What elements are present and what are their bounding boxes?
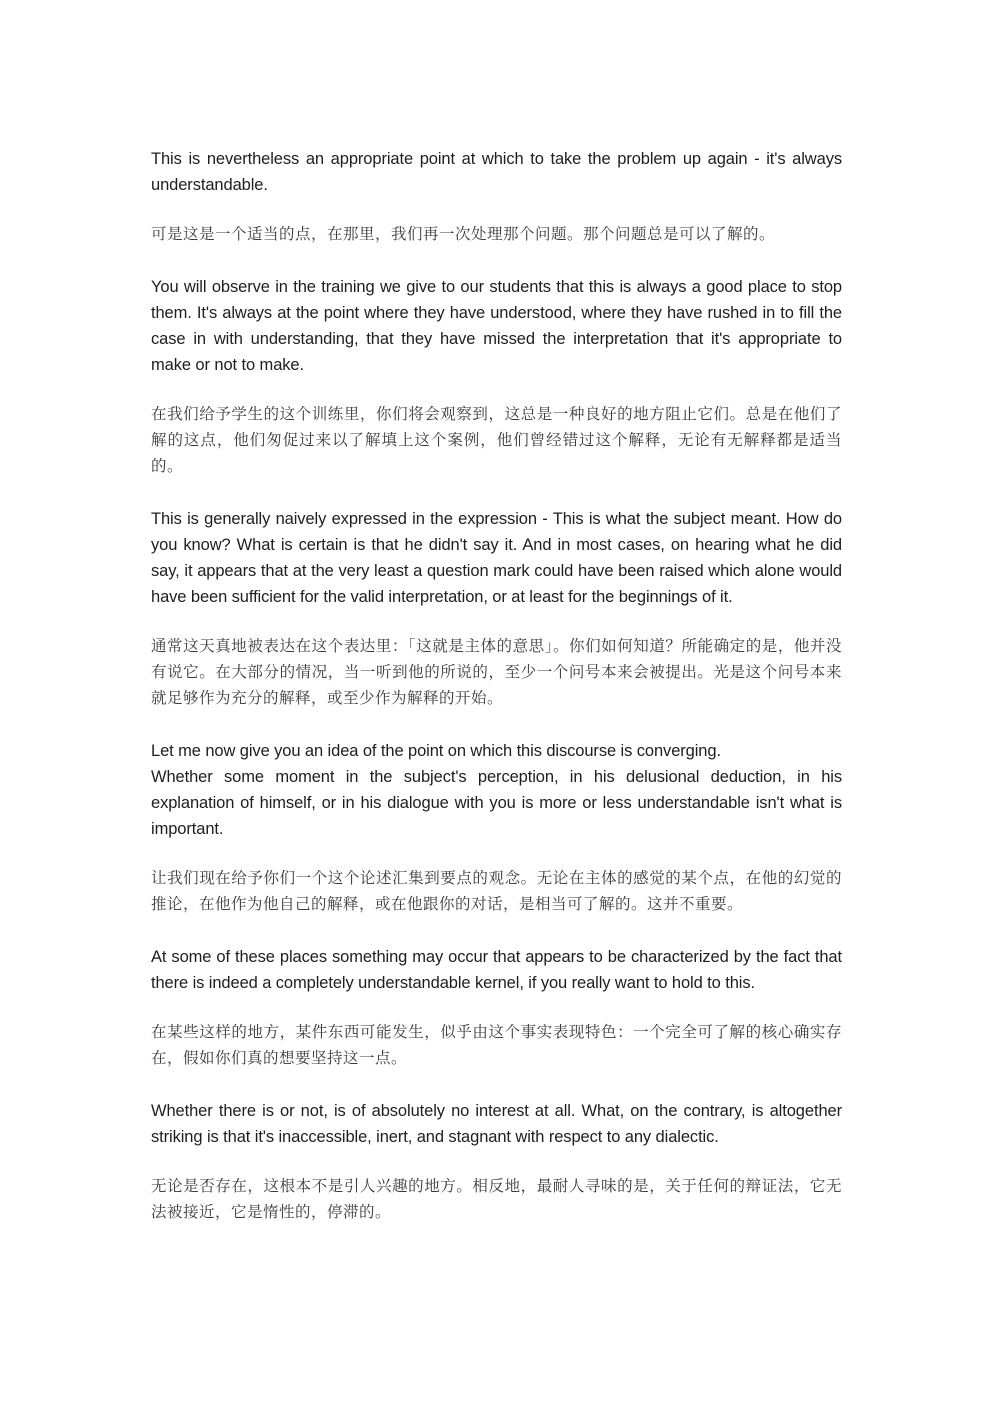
paragraph-zh-1: 可是这是一个适当的点，在那里，我们再一次处理那个问题。那个问题总是可以了解的。 xyxy=(151,225,776,243)
paragraph-zh-5: 在某些这样的地方，某件东西可能发生，似乎由这个事实表现特色：一个完全可了解的核心确实存在，假如你们真的想要坚持这一点。 xyxy=(151,1023,842,1067)
paragraph-zh-3: 通常这天真地被表达在这个表达里：「这就是主体的意思」。你们如何知道？所能确定的是，他并没有说它。在大部分的情况，当一听到他的所说的，至少一个问号本来会被提出。光是这个问号本来就足够作为充分的解释，或至少作为解释的开始。 xyxy=(151,637,842,707)
paragraph-en-4-line-1: Let me now give you an idea of the point on which this discourse is converging. xyxy=(151,742,721,760)
document-page xyxy=(151,146,842,1252)
paragraph-en-5: At some of these places something may occur that appears to be characterized by the fact that there is indeed a completely understandable kernel, if you really want to hold to this. xyxy=(151,948,842,992)
paragraph-en-3: This is generally naively expressed in the expression - This is what the subject meant. How do you know? What is certain is that he didn't say it. And in most cases, on hearing what he did say, it appears that at the very least a question mark could have been raised which alone would have been sufficient for the valid interpretation, or at least for the beginnings of it. xyxy=(151,510,842,606)
paragraph-en-2: You will observe in the training we give to our students that this is always a good place to stop them. It's always at the point where they have understood, where they have rushed in to fill the case in with understanding, that they have missed the interpretation that it's appropriate to make or not to make. xyxy=(151,278,842,374)
paragraph-en-1: This is nevertheless an appropriate point at which to take the problem up again - it's always understandable. xyxy=(151,150,842,194)
paragraph-zh-2: 在我们给予学生的这个训练里，你们将会观察到，这总是一种良好的地方阻止它们。总是在他们了解的这点，他们匆促过来以了解填上这个案例，他们曾经错过这个解释，无论有无解释都是适当的。 xyxy=(151,405,842,475)
paragraph-en-4 xyxy=(151,738,842,842)
paragraph-zh-4: 让我们现在给予你们一个这个论述汇集到要点的观念。无论在主体的感觉的某个点，在他的幻觉的推论，在他作为他自己的解释，或在他跟你的对话，是相当可了解的。这并不重要。 xyxy=(151,869,842,913)
paragraph-zh-6: 无论是否存在，这根本不是引人兴趣的地方。相反地，最耐人寻味的是，关于任何的辩证法，它无法被接近，它是惰性的，停滞的。 xyxy=(151,1177,842,1221)
paragraph-en-4-line-2: Whether some moment in the subject's perception, in his delusional deduction, in his explanation of himself, or in his dialogue with you is more or less understandable isn't what is important. xyxy=(151,768,842,838)
paragraph-en-6: Whether there is or not, is of absolutely no interest at all. What, on the contrary, is altogether striking is that it's inaccessible, inert, and stagnant with respect to any dialectic. xyxy=(151,1102,842,1146)
